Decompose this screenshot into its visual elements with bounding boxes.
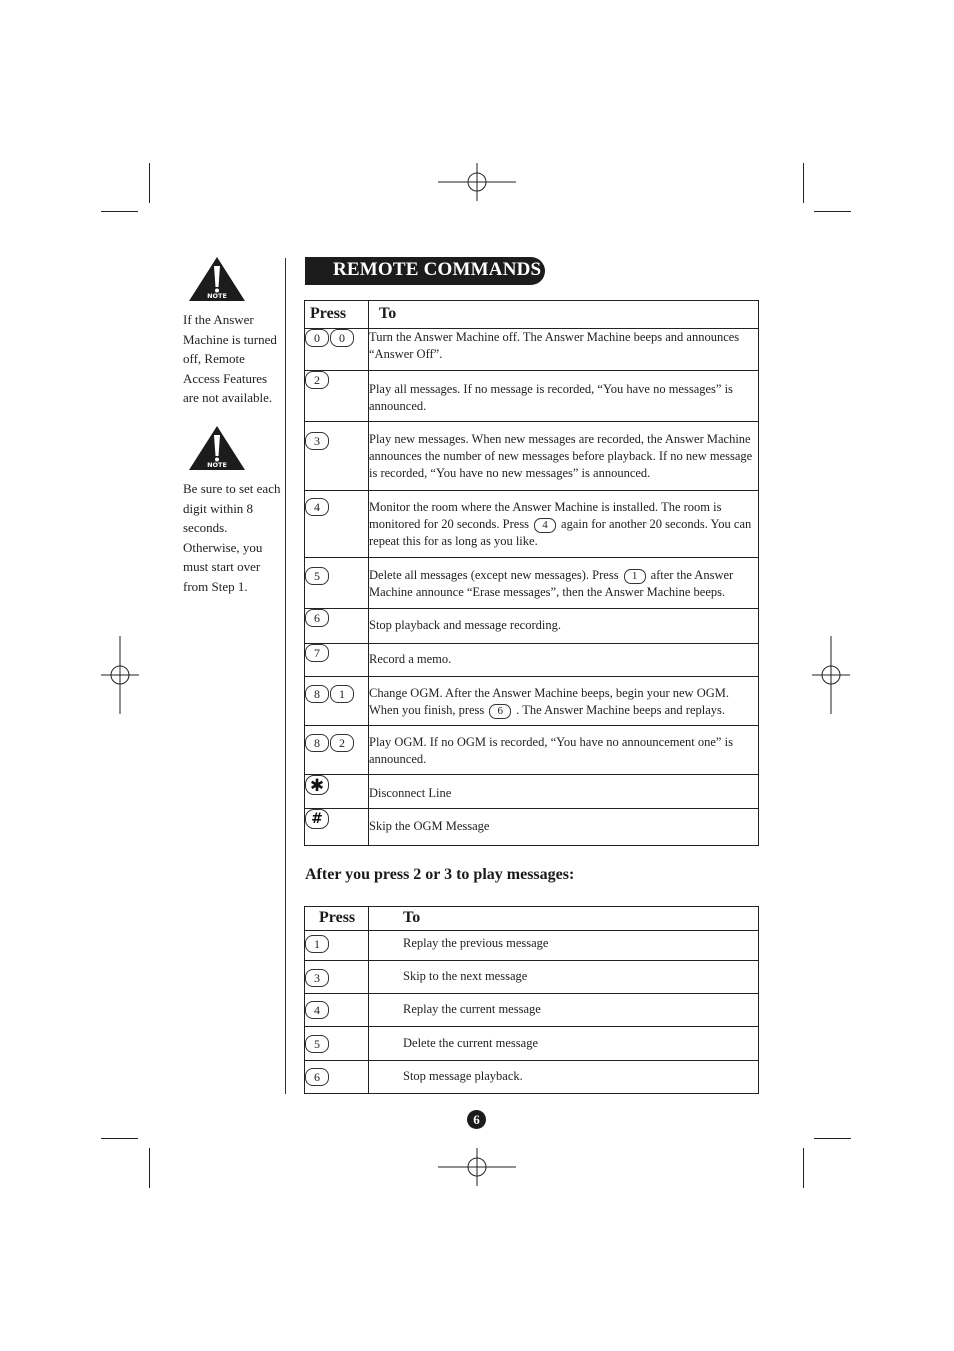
command-description: Skip the OGM Message <box>369 809 759 846</box>
registration-mark-icon <box>438 1128 516 1206</box>
key-4-icon: 4 <box>534 518 556 533</box>
registration-mark-icon <box>438 143 516 221</box>
section-title-banner <box>305 257 545 285</box>
key-1-icon: 1 <box>624 569 646 584</box>
star-key-icon: ✱ <box>305 775 329 795</box>
table-row <box>305 994 759 1027</box>
key-5-icon: 5 <box>305 567 329 585</box>
key-5-icon: 5 <box>305 1035 329 1053</box>
table-row <box>305 775 759 809</box>
table-row <box>305 609 759 644</box>
header-to: To <box>369 301 759 329</box>
note-icon-label: NOTE <box>207 292 227 300</box>
key-2-icon: 2 <box>305 371 329 389</box>
key-6-icon: 6 <box>305 1068 329 1086</box>
note-text: If the Answer Machine is turned off, Remote Access Features are not available. <box>183 312 277 405</box>
key-4-icon: 4 <box>305 1001 329 1019</box>
section-subheading: After you press 2 or 3 to play messages: <box>305 866 575 883</box>
command-description: Play all messages. If no message is recorded, “You have no messages” is announced. <box>369 371 759 422</box>
description-text: . The Answer Machine beeps and replays. <box>516 703 725 717</box>
key-8-icon: 8 <box>305 685 329 703</box>
remote-commands-table <box>304 300 759 846</box>
description-text: Monitor the room where the Answer Machine is installed. The room is monitored for 20 seconds. Press <box>369 500 722 531</box>
crop-mark <box>149 1148 150 1188</box>
command-description: Play new messages. When new messages are recorded, the Answer Machine announces the number of new messages before playback. If no new message is recorded, “You have no new messages” is announced. <box>369 422 759 491</box>
table-header-row <box>305 907 759 931</box>
table-row <box>305 677 759 726</box>
table-row <box>305 644 759 677</box>
key-3-icon: 3 <box>305 432 329 450</box>
description-text: after the Answer Machine announce “Erase messages”, then the Answer Machine beeps. <box>369 568 734 599</box>
crop-mark <box>803 1148 804 1188</box>
table-row <box>305 558 759 609</box>
command-description: Replay the previous message <box>369 931 759 961</box>
registration-mark-icon <box>81 636 159 714</box>
table-header-row <box>305 301 759 329</box>
table-row <box>305 329 759 371</box>
command-description <box>369 677 759 726</box>
crop-mark <box>101 1138 138 1139</box>
warning-triangle-icon <box>188 256 246 302</box>
command-description: Disconnect Line <box>369 775 759 809</box>
page-number: 6 <box>467 1110 486 1129</box>
header-press: Press <box>305 907 369 931</box>
key-6-icon: 6 <box>305 609 329 627</box>
key-3-icon: 3 <box>305 969 329 987</box>
command-description: Delete the current message <box>369 1027 759 1061</box>
key-0-icon: 0 <box>330 329 354 347</box>
table-row <box>305 1027 759 1061</box>
command-description <box>369 558 759 609</box>
table-row <box>305 726 759 775</box>
command-description: Play OGM. If no OGM is recorded, “You have no announcement one” is announced. <box>369 726 759 775</box>
command-description <box>369 491 759 558</box>
crop-mark <box>803 163 804 203</box>
command-description: Stop message playback. <box>369 1061 759 1094</box>
key-1-icon: 1 <box>305 935 329 953</box>
command-description: Stop playback and message recording. <box>369 609 759 644</box>
page-title: REMOTE COMMANDS <box>333 259 542 280</box>
crop-mark <box>149 163 150 203</box>
description-text: Delete all messages (except new messages). Press <box>369 568 619 582</box>
crop-mark <box>814 1138 851 1139</box>
table-row <box>305 809 759 846</box>
table-row <box>305 1061 759 1094</box>
key-8-icon: 8 <box>305 734 329 752</box>
key-2-icon: 2 <box>330 734 354 752</box>
table-row <box>305 422 759 491</box>
command-description: Replay the current message <box>369 994 759 1027</box>
side-rule <box>285 258 286 1094</box>
note-text: Be sure to set each digit within 8 seconds. Otherwise, you must start over from Step 1. <box>183 481 281 594</box>
table-row <box>305 491 759 558</box>
hash-key-icon: # <box>305 809 329 829</box>
table-row <box>305 371 759 422</box>
key-1-icon: 1 <box>330 685 354 703</box>
warning-triangle-icon <box>188 425 246 471</box>
playback-commands-table <box>304 906 759 1094</box>
header-press: Press <box>305 301 369 329</box>
registration-mark-icon <box>792 636 870 714</box>
command-description: Skip to the next message <box>369 961 759 994</box>
description-text: again for another 20 seconds. You can repeat this for as long as you like. <box>369 517 752 548</box>
note-icon-label: NOTE <box>207 461 227 469</box>
crop-mark <box>101 211 138 212</box>
crop-mark <box>814 211 851 212</box>
command-description: Record a memo. <box>369 644 759 677</box>
header-to: To <box>369 907 759 931</box>
table-row <box>305 931 759 961</box>
command-description: Turn the Answer Machine off. The Answer Machine beeps and announces “Answer Off”. <box>369 329 759 371</box>
key-4-icon: 4 <box>305 498 329 516</box>
table-row <box>305 961 759 994</box>
description-text: Change OGM. After the Answer Machine beeps, begin your new OGM. When you finish, press <box>369 686 729 717</box>
key-7-icon: 7 <box>305 644 329 662</box>
key-6-icon: 6 <box>489 704 511 719</box>
key-0-icon: 0 <box>305 329 329 347</box>
